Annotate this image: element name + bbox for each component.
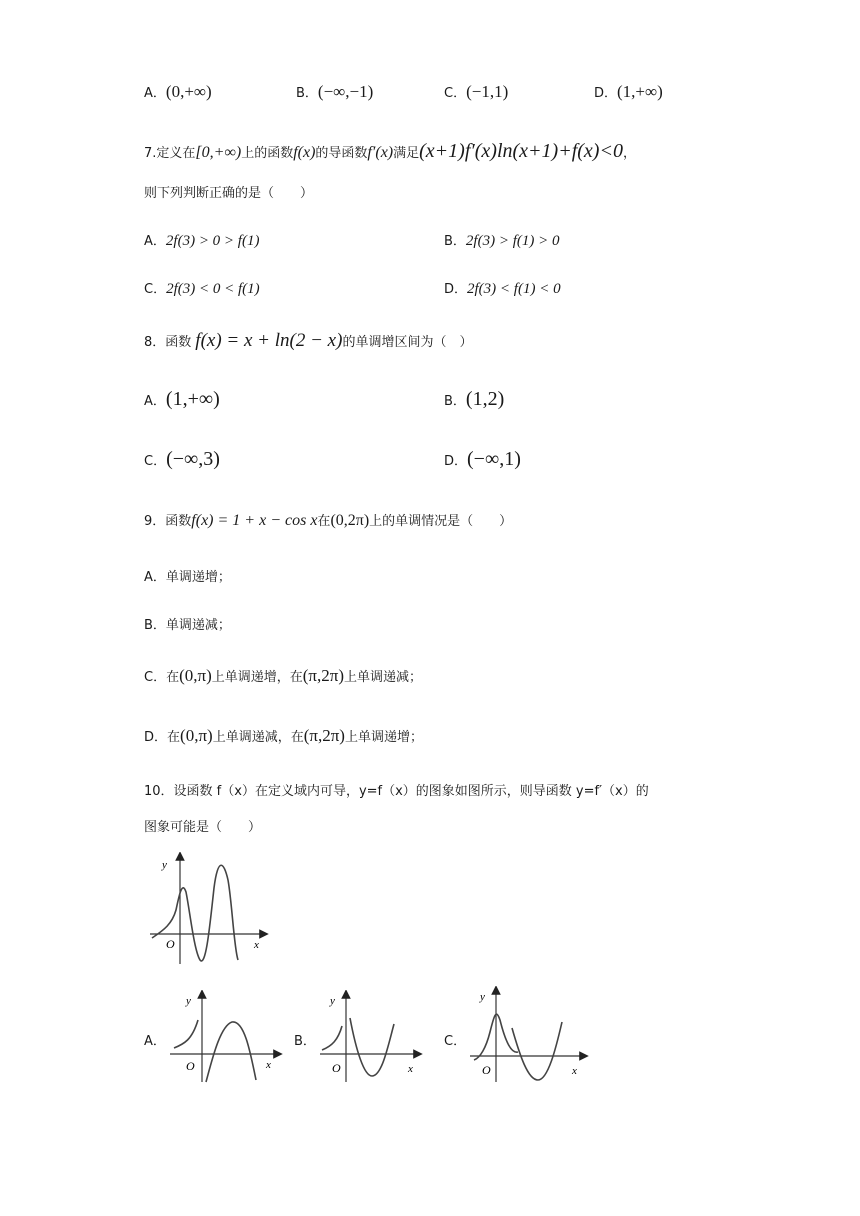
q10-a-x-label: x bbox=[266, 1059, 271, 1071]
q8-option-b[interactable]: B．(1,2) bbox=[444, 388, 505, 410]
q10-main-origin-label: O bbox=[166, 937, 175, 951]
q10-stem-line2: 图象可能是（ ） bbox=[144, 820, 262, 835]
q10-b-origin-label: O bbox=[332, 1061, 341, 1075]
q7-stem-line2: 则下列判断正确的是（ ） bbox=[144, 186, 314, 201]
q6-option-a[interactable]: A．(0,+∞) bbox=[144, 82, 212, 101]
q8-option-a[interactable]: A．(1,+∞) bbox=[144, 388, 220, 410]
q7-option-a[interactable]: A．2f(3) > 0 > f(1) bbox=[144, 233, 260, 249]
q6-option-c[interactable]: C．(−1,1) bbox=[444, 82, 509, 101]
q10-c-origin-label: O bbox=[482, 1063, 491, 1077]
q10-main-graph bbox=[146, 852, 270, 966]
q10-option-a-label[interactable]: A． bbox=[144, 1034, 166, 1049]
q8-option-c[interactable]: C．(−∞,3) bbox=[144, 448, 220, 470]
q10-c-y-label: y bbox=[480, 991, 485, 1003]
q10-option-b-graph[interactable] bbox=[316, 990, 424, 1086]
q10-a-y-label: y bbox=[186, 995, 191, 1007]
q10-option-c-label[interactable]: C． bbox=[444, 1034, 467, 1049]
q10-option-a-graph[interactable] bbox=[166, 990, 284, 1086]
q9-option-d[interactable]: D．在(0,π)上单调递减，在(π,2π)上单调递增； bbox=[144, 726, 423, 745]
q10-option-b-label[interactable]: B． bbox=[294, 1034, 316, 1049]
q7-option-c[interactable]: C．2f(3) < 0 < f(1) bbox=[144, 281, 260, 297]
q6-option-d[interactable]: D．(1,+∞) bbox=[594, 82, 663, 101]
q10-option-c-graph[interactable] bbox=[466, 986, 590, 1086]
q9-option-c[interactable]: C．在(0,π)上单调递增，在(π,2π)上单调递减； bbox=[144, 666, 423, 685]
q10-a-origin-label: O bbox=[186, 1059, 195, 1073]
q7-stem: 7.定义在[0,+∞)上的函数f(x)的导函数f′(x)满足(x+1)f′(x)ln(x+1)+f(x)<0， bbox=[144, 140, 636, 162]
q10-c-x-label: x bbox=[572, 1065, 577, 1077]
q7-option-b[interactable]: B．2f(3) > f(1) > 0 bbox=[444, 233, 560, 249]
q10-b-x-label: x bbox=[408, 1063, 413, 1075]
q8-option-d[interactable]: D．(−∞,1) bbox=[444, 448, 521, 470]
q9-option-b[interactable]: B．单调递减； bbox=[144, 618, 231, 633]
q7-option-d[interactable]: D．2f(3) < f(1) < 0 bbox=[444, 281, 561, 297]
q10-b-y-label: y bbox=[330, 995, 335, 1007]
q9-option-a[interactable]: A．单调递增； bbox=[144, 570, 231, 585]
q10-main-y-label: y bbox=[162, 859, 167, 871]
q10-stem-line1: 10．设函数 f（x）在定义域内可导，y=f（x）的图象如图所示，则导函数 y=f′（x）的 bbox=[144, 784, 649, 799]
q9-stem: 9．函数f(x) = 1 + x − cos x在(0,2π)上的单调情况是（ ） bbox=[144, 512, 513, 529]
q6-option-b[interactable]: B．(−∞,−1) bbox=[296, 82, 374, 101]
q10-main-x-label: x bbox=[254, 939, 259, 951]
q8-stem: 8．函数 f(x) = x + ln(2 − x)的单调增区间为（ ） bbox=[144, 330, 473, 351]
